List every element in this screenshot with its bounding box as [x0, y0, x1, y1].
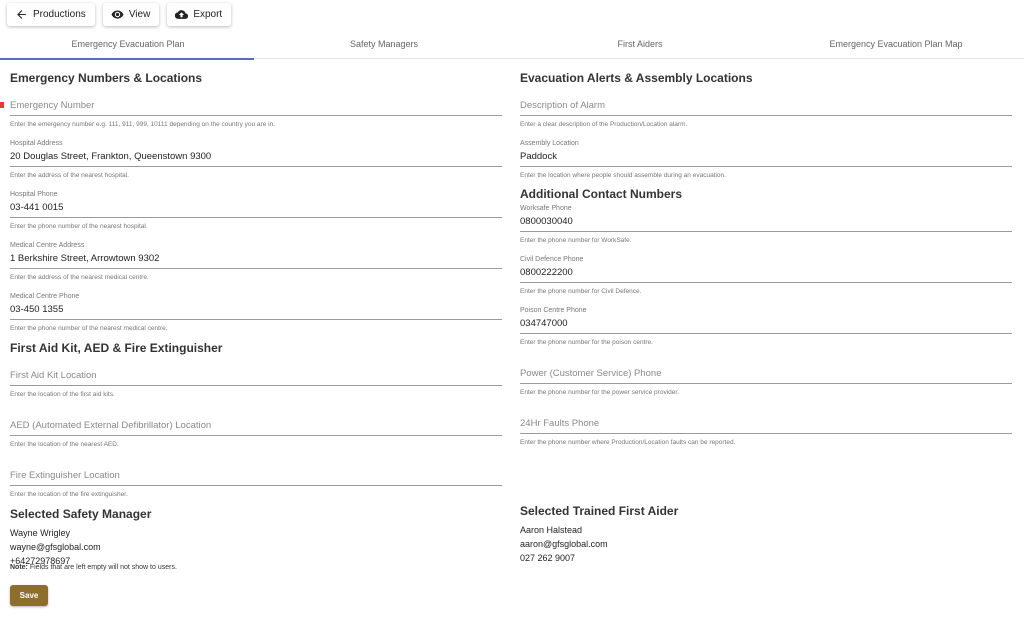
worksafe-phone-field[interactable] — [520, 205, 1012, 244]
poison-centre-phone-value: 034747000 — [520, 318, 568, 329]
required-marker — [0, 102, 4, 108]
empty-fields-note — [10, 564, 177, 571]
note-text: Fields that are left empty will not show to users. — [27, 564, 177, 571]
field-underline — [520, 231, 1012, 232]
export-button-label: Export — [193, 9, 223, 20]
aed-location-field[interactable] — [10, 420, 502, 448]
safety-manager-name: Wayne Wrigley — [10, 528, 71, 538]
field-underline — [520, 433, 1012, 434]
back-to-productions-button[interactable] — [7, 3, 95, 26]
field-underline — [10, 268, 502, 269]
left-column — [10, 62, 502, 568]
medical-centre-address-label: Medical Centre Address — [10, 242, 85, 249]
first-aider-phone: 027 262 9007 — [520, 553, 576, 563]
worksafe-phone-value: 0800030040 — [520, 216, 573, 227]
field-underline — [10, 485, 502, 486]
tab-safety-managers[interactable]: Safety Managers — [349, 39, 419, 49]
tab-first-aiders[interactable]: First Aiders — [617, 39, 663, 49]
hospital-address-hint: Enter the address of the nearest hospital. — [10, 172, 129, 179]
civil-defence-phone-value: 0800222200 — [520, 267, 573, 278]
back-button-label: Productions — [33, 9, 86, 20]
first-aid-kit-hint: Enter the location of the first aid kits. — [10, 391, 115, 398]
tab-emergency-evacuation-plan[interactable]: Emergency Evacuation Plan — [0, 29, 256, 59]
field-underline — [520, 282, 1012, 283]
note-prefix: Note: — [10, 564, 28, 571]
view-button-label: View — [128, 9, 151, 20]
section-title-first-aid: First Aid Kit, AED & Fire Extinguisher — [10, 341, 223, 355]
first-aider-email: aaron@gfsglobal.com — [520, 539, 608, 549]
aed-placeholder: AED (Automated External Defibrillator) Location — [10, 420, 212, 431]
export-button[interactable] — [167, 3, 231, 26]
field-underline — [10, 435, 502, 436]
section-title-evacuation-alerts: Evacuation Alerts & Assembly Locations — [520, 71, 753, 85]
assembly-location-label: Assembly Location — [520, 140, 579, 147]
medical-centre-phone-hint: Enter the phone number of the nearest medical centre. — [10, 325, 168, 332]
right-column — [520, 62, 1012, 565]
aed-hint: Enter the location of the nearest AED. — [10, 441, 119, 448]
alarm-description-field[interactable] — [520, 100, 1012, 128]
toolbar — [7, 3, 231, 26]
safety-manager-phone: +64272978697 — [10, 556, 71, 566]
faults-phone-placeholder: 24Hr Faults Phone — [520, 418, 600, 429]
field-underline — [520, 166, 1012, 167]
faults-phone-field[interactable] — [520, 418, 1012, 446]
hospital-address-value: 20 Douglas Street, Frankton, Queenstown 9300 — [10, 151, 212, 162]
medical-centre-phone-field[interactable] — [10, 293, 502, 332]
hospital-phone-field[interactable] — [10, 191, 502, 230]
fire-extinguisher-placeholder: Fire Extinguisher Location — [10, 470, 120, 481]
power-customer-service-phone-field[interactable] — [520, 368, 1012, 396]
worksafe-phone-hint: Enter the phone number for WorkSafe. — [520, 237, 632, 244]
emergency-number-field[interactable] — [10, 100, 502, 128]
emergency-number-placeholder: Emergency Number — [10, 100, 95, 111]
hospital-address-label: Hospital Address — [10, 140, 63, 147]
power-phone-hint: Enter the phone number for the power service provider. — [520, 389, 679, 396]
safety-manager-email: wayne@gfsglobal.com — [10, 542, 101, 552]
field-underline — [10, 217, 502, 218]
poison-centre-phone-hint: Enter the phone number for the poison centre. — [520, 339, 653, 346]
assembly-location-field[interactable] — [520, 140, 1012, 179]
first-aider-card — [520, 523, 1012, 565]
medical-centre-phone-label: Medical Centre Phone — [10, 293, 80, 300]
field-underline — [10, 115, 502, 116]
field-underline — [10, 385, 502, 386]
section-title-emergency-numbers: Emergency Numbers & Locations — [10, 71, 203, 85]
first-aid-kit-location-field[interactable] — [10, 370, 502, 398]
poison-centre-phone-field[interactable] — [520, 307, 1012, 346]
field-underline — [10, 319, 502, 320]
fire-extinguisher-location-field[interactable] — [10, 470, 502, 498]
emergency-number-hint: Enter the emergency number e.g. 111, 911, 999, 10111 depending on the country you are in. — [10, 121, 275, 128]
civil-defence-phone-label: Civil Defence Phone — [520, 256, 584, 263]
save-button[interactable]: Save — [10, 585, 48, 606]
field-underline — [520, 115, 1012, 116]
alarm-description-hint: Enter a clear description of the Production/Location alarm. — [520, 121, 688, 128]
medical-centre-address-hint: Enter the address of the nearest medical centre. — [10, 274, 149, 281]
arrow-left-icon — [15, 8, 28, 21]
assembly-location-value: Paddock — [520, 151, 557, 162]
worksafe-phone-label: Worksafe Phone — [520, 205, 572, 212]
cloud-upload-icon — [175, 8, 188, 21]
safety-manager-card — [10, 526, 502, 568]
civil-defence-phone-hint: Enter the phone number for Civil Defence. — [520, 288, 642, 295]
medical-centre-phone-value: 03-450 1355 — [10, 304, 64, 315]
hospital-phone-value: 03-441 0015 — [10, 202, 64, 213]
field-underline — [520, 333, 1012, 334]
fire-extinguisher-hint: Enter the location of the fire extinguisher. — [10, 491, 128, 498]
medical-centre-address-field[interactable] — [10, 242, 502, 281]
tab-bar — [0, 29, 1024, 59]
field-underline — [520, 383, 1012, 384]
medical-centre-address-value: 1 Berkshire Street, Arrowtown 9302 — [10, 253, 160, 264]
selected-first-aider-title: Selected Trained First Aider — [520, 504, 679, 518]
eye-icon — [111, 8, 124, 21]
selected-safety-manager-title: Selected Safety Manager — [10, 507, 152, 521]
section-title-additional-contacts: Additional Contact Numbers — [520, 187, 683, 201]
first-aider-name: Aaron Halstead — [520, 525, 583, 535]
tab-evacuation-plan-map[interactable]: Emergency Evacuation Plan Map — [829, 39, 963, 49]
hospital-phone-hint: Enter the phone number of the nearest hospital. — [10, 223, 148, 230]
view-button[interactable] — [103, 3, 160, 26]
civil-defence-phone-field[interactable] — [520, 256, 1012, 295]
first-aid-kit-placeholder: First Aid Kit Location — [10, 370, 97, 381]
power-phone-placeholder: Power (Customer Service) Phone — [520, 368, 662, 379]
faults-phone-hint: Enter the phone number where Production/Location faults can be reported. — [520, 439, 736, 446]
hospital-address-field[interactable] — [10, 140, 502, 179]
poison-centre-phone-label: Poison Centre Phone — [520, 307, 587, 314]
assembly-location-hint: Enter the location where people should assemble during an evacuation. — [520, 172, 726, 179]
field-underline — [10, 166, 502, 167]
hospital-phone-label: Hospital Phone — [10, 191, 58, 198]
alarm-description-placeholder: Description of Alarm — [520, 100, 606, 111]
